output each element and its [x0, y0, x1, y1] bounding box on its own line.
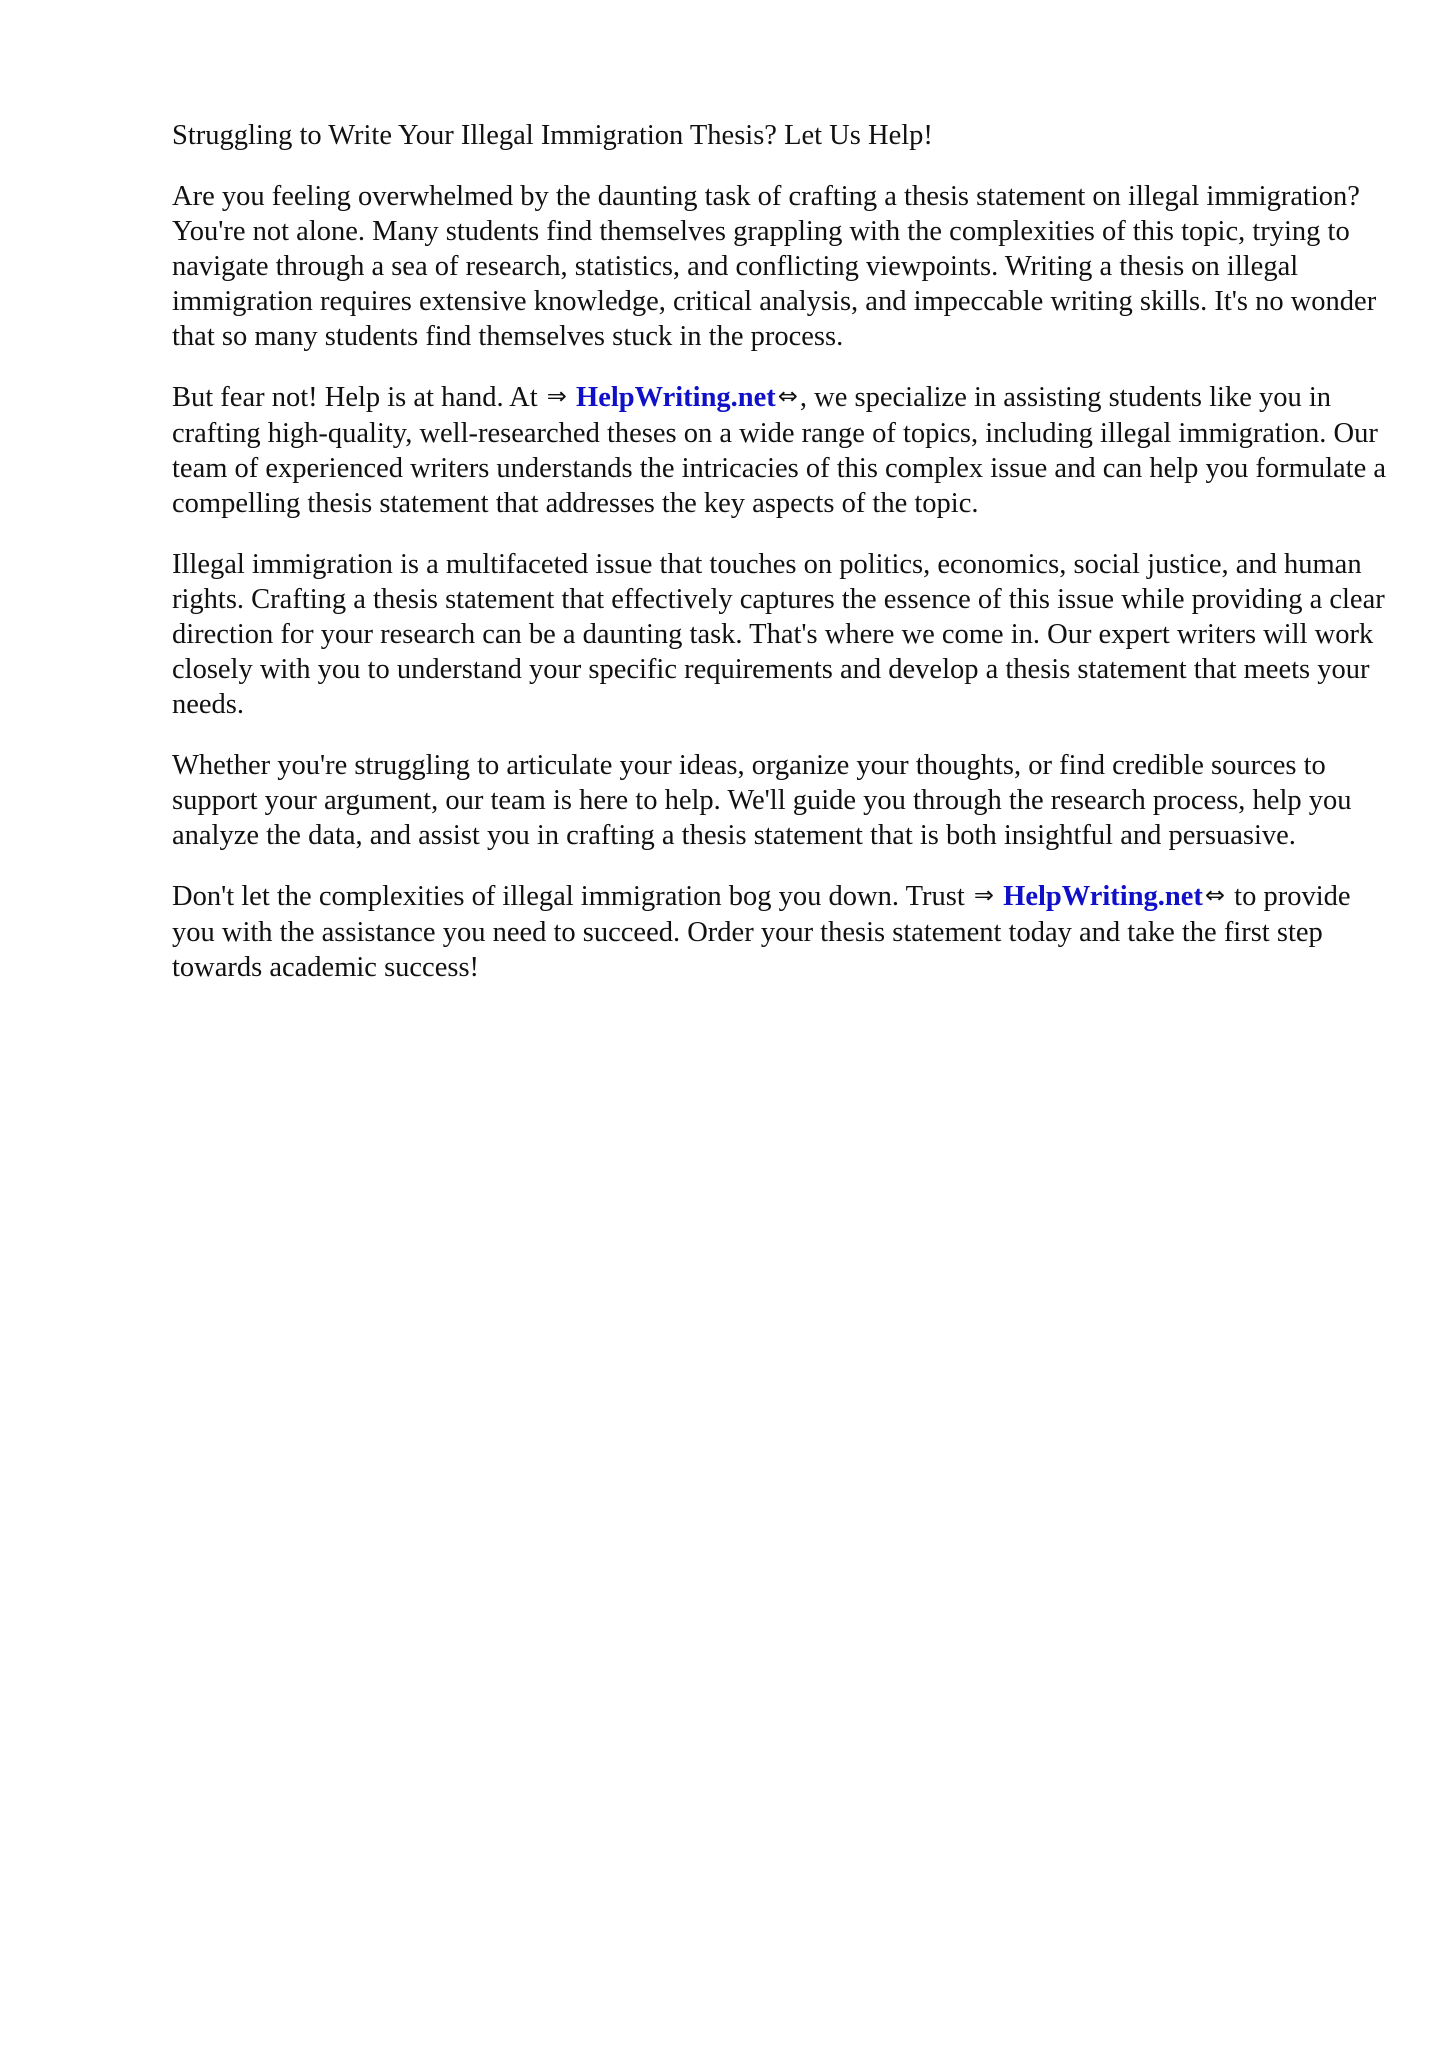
paragraph-help-rest: , we specialize in assisting students like you in crafting high-quality, well-researched theses on a wide range of topics, including illegal immigration. Our team of experienced writers understands the intricacies of this complex issue and can help you formulate a compelling thesis statement that addresses the key aspects of the topic.: [172, 382, 1386, 519]
double-arrow-icon: ⇔: [1204, 881, 1226, 909]
paragraph-help: [172, 380, 1387, 521]
right-arrow-icon: ⇒: [546, 382, 567, 410]
paragraph-issue: Illegal immigration is a multifaceted issue that touches on politics, economics, social justice, and human rights. Crafting a thesis statement that effectively captures the essence of this issue while providing a clear direction for your research can be a daunting task. That's where we come in. Our expert writers will work closely with you to understand your specific requirements and develop a thesis statement that meets your needs.: [172, 549, 1385, 720]
double-arrow-icon: ⇔: [777, 382, 798, 410]
helpwriting-link[interactable]: HelpWriting.net: [576, 382, 776, 413]
paragraph-cta: [172, 879, 1387, 985]
document-title: Struggling to Write Your Illegal Immigration Thesis? Let Us Help!: [172, 120, 933, 151]
paragraph-cta-lead: Don't let the complexities of illegal immigration bog you down. Trust: [172, 881, 965, 912]
document-body: [172, 118, 1387, 1011]
paragraph-support: Whether you're struggling to articulate your ideas, organize your thoughts, or find credible sources to support your argument, our team is here to help. We'll guide you through the research process, help you analyze the data, and assist you in crafting a thesis statement that is both insightful and persuasive.: [172, 750, 1352, 851]
paragraph-help-lead: But fear not! Help is at hand. At: [172, 382, 538, 413]
right-arrow-icon: ⇒: [973, 881, 995, 909]
paragraph-intro: Are you feeling overwhelmed by the daunting task of crafting a thesis statement on illegal immigration? You're not alone. Many students find themselves grappling with the complexities of this topic, trying to navigate through a sea of research, statistics, and conflicting viewpoints. Writing a thesis on illegal immigration requires extensive knowledge, critical analysis, and impeccable writing skills. It's no wonder that so many students find themselves stuck in the process.: [172, 181, 1377, 352]
helpwriting-link[interactable]: HelpWriting.net: [1003, 881, 1203, 912]
paragraph-cta-rest: to provide you with the assistance you need to succeed. Order your thesis statement today and take the first step towards academic success!: [172, 881, 1351, 983]
